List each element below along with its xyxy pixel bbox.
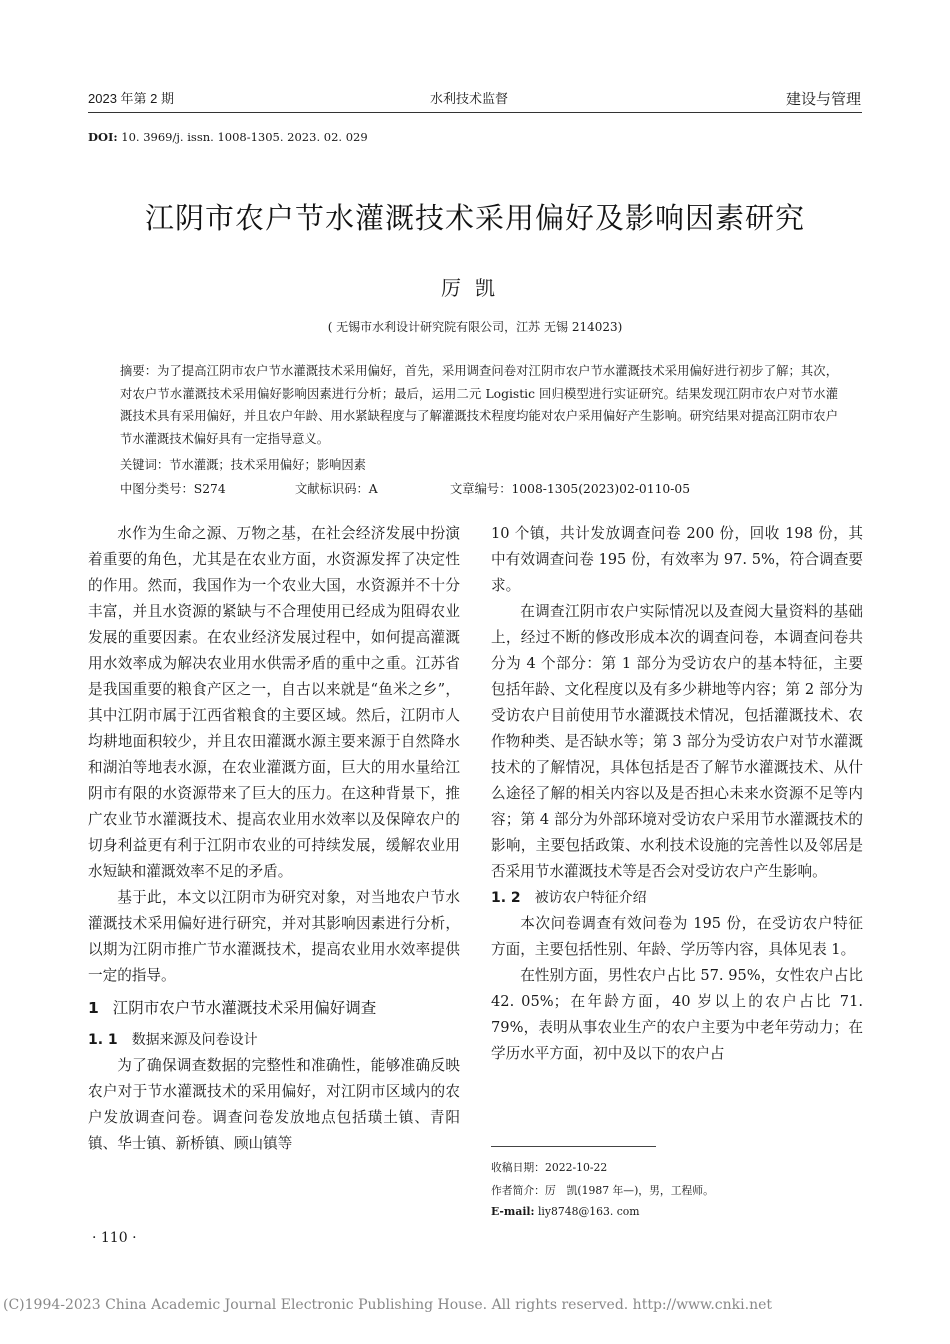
author-email: E-mail: liy8748@163. com: [491, 1205, 640, 1218]
issue-label: 2023 年第 2 期: [88, 91, 174, 106]
page-number: · 110 ·: [92, 1230, 137, 1246]
journal-name: 水利技术监督: [430, 91, 509, 106]
section-heading: [88, 995, 460, 1021]
author-bio: 作者简介：厉 凯(1987 年—)，男，工程师。: [491, 1184, 714, 1197]
right-column: [491, 521, 863, 1067]
body-paragraph: 基于此，本文以江阴市为研究对象，对当地农户节水灌溉技术采用偏好进行研究，并对其影响因素进行分析，以期为江阴市推广节水灌溉技术，提高农业用水效率提供一定的指导。: [88, 889, 460, 984]
subsection-number: 1. 2: [491, 890, 521, 906]
body-paragraph: 在性别方面，男性农户占比 57. 95%，女性农户占比 42. 05%；在年龄方面，40 岁以上的农户占比 71. 79%，表明从事农业生产的农户主要为中老年劳动力；在学历水平方面，初中及以下的农户占: [491, 967, 863, 1062]
author-name: 厉凯: [441, 276, 509, 300]
article-number: 文章编号：1008-1305(2023)02-0110-05: [450, 482, 691, 496]
email-label: E-mail: [491, 1205, 531, 1218]
body-paragraph: 10 个镇，共计发放调查问卷 200 份，回收 198 份，其中有效调查问卷 195 份，有效率为 97. 5%，符合调查要求。: [491, 525, 863, 594]
subsection-title: 数据来源及问卷设计: [131, 1032, 258, 1048]
subsection-heading: [491, 885, 863, 911]
section-number: 1: [88, 999, 99, 1017]
left-column: [88, 521, 460, 1157]
document-code: 文献标识码：A: [295, 482, 378, 496]
email-value: liy8748@163. com: [537, 1205, 640, 1218]
body-paragraph: 在调查江阴市农户实际情况以及查阅大量资料的基础上，经过不断的修改形成本次的调查问卷，本调查问卷共分为 4 个部分：第 1 部分为受访农户的基本特征，主要包括年龄、文化程度以及有多少耕地等内容；第 2 部分为受访农户目前使用节水灌溉技术情况，包括灌溉技术、农作物种类、是否缺水等；第 3 部分为受访农户对节水灌溉技术的了解情况，具体包括是否了解节水灌溉技术、从什么途径了解的相关内容以及是否担心未来水资源不足等内容；第 4 部分为外部环境对受访农户采用节水灌溉技术的影响，主要包括政策、水利技术设施的完善性以及邻居是否采用节水灌溉技术等是否会对受访农户产生影响。: [491, 603, 863, 880]
clc-number: 中图分类号：S274: [120, 482, 226, 496]
header-divider: [88, 112, 862, 113]
author-affiliation: ( 无锡市水利设计研究院有限公司，江苏 无锡 214023): [327, 320, 623, 334]
section-name: 建设与管理: [785, 91, 861, 108]
subsection-number: 1. 1: [88, 1032, 118, 1048]
body-paragraph: 本次问卷调查有效问卷为 195 份，在受访农户特征方面，主要包括性别、年龄、学历等内容，具体见表 1。: [491, 915, 863, 958]
body-paragraph: 水作为生命之源、万物之基，在社会经济发展中扮演着重要的角色，尤其是在农业方面，水资源发挥了决定性的作用。然而，我国作为一个农业大国，水资源并不十分丰富，并且水资源的紧缺与不合理使用已经成为阻碍农业发展的重要因素。在农业经济发展过程中，如何提高灌溉用水效率成为解决农业用水供需矛盾的重中之重。江苏省是我国重要的粮食产区之一，自古以来就是“鱼米之乡”，其中江阴市属于江西省粮食的主要区域。然后，江阴市人均耕地面积较少，并且农田灌溉水源主要来源于自然降水和湖泊等地表水源，在农业灌溉方面，巨大的用水量给江阴市有限的水资源带来了巨大的压力。在这种背景下，推广农业节水灌溉技术、提高农业用水效率以及保障农户的切身利益更有利于江阴市农业的可持续发展，缓解农业用水短缺和灌溉效率不足的矛盾。: [88, 525, 460, 880]
keywords: 关键词：节水灌溉；技术采用偏好；影响因素: [120, 458, 366, 472]
doi-line: DOI: 10. 3969/j. issn. 1008-1305. 2023. 02. 029: [88, 130, 368, 144]
body-paragraph: 为了确保调查数据的完整性和准确性，能够准确反映农户对于节水灌溉技术的采用偏好，对江阴市区域内的农户发放调查问卷。调查问卷发放地点包括璜土镇、青阳镇、华士镇、新桥镇、顾山镇等: [88, 1057, 460, 1152]
copyright-footer: (C)1994-2023 China Academic Journal Electronic Publishing House. All rights reserved. http://www.cnki.net: [3, 1297, 773, 1313]
paper-title: 江阴市农户节水灌溉技术采用偏好及影响因素研究: [144, 201, 805, 235]
abstract: 摘要：为了提高江阴市农户节水灌溉技术采用偏好，首先，采用调查问卷对江阴市农户节水灌溉技术采用偏好进行初步了解；其次，对农户节水灌溉技术采用偏好影响因素进行分析；最后，运用二元 Logistic 回归模型进行实证研究。结果发现江阴市农户对节水灌溉技术具有采用偏好，并且农户年龄、用水紧缺程度与了解灌溉技术程度均能对农户采用偏好产生影响。研究结果对提高江阴市农户节水灌溉技术偏好具有一定指导意义。: [120, 364, 838, 446]
footnote-divider: [491, 1146, 656, 1147]
doi-label: DOI: [88, 130, 114, 144]
received-date: 收稿日期：2022-10-22: [491, 1161, 608, 1174]
section-title: 江阴市农户节水灌溉技术采用偏好调查: [112, 999, 377, 1017]
subsection-heading: [88, 1027, 460, 1053]
subsection-title: 被访农户特征介绍: [534, 890, 647, 906]
doi-value: 10. 3969/j. issn. 1008-1305. 2023. 02. 029: [121, 130, 368, 144]
